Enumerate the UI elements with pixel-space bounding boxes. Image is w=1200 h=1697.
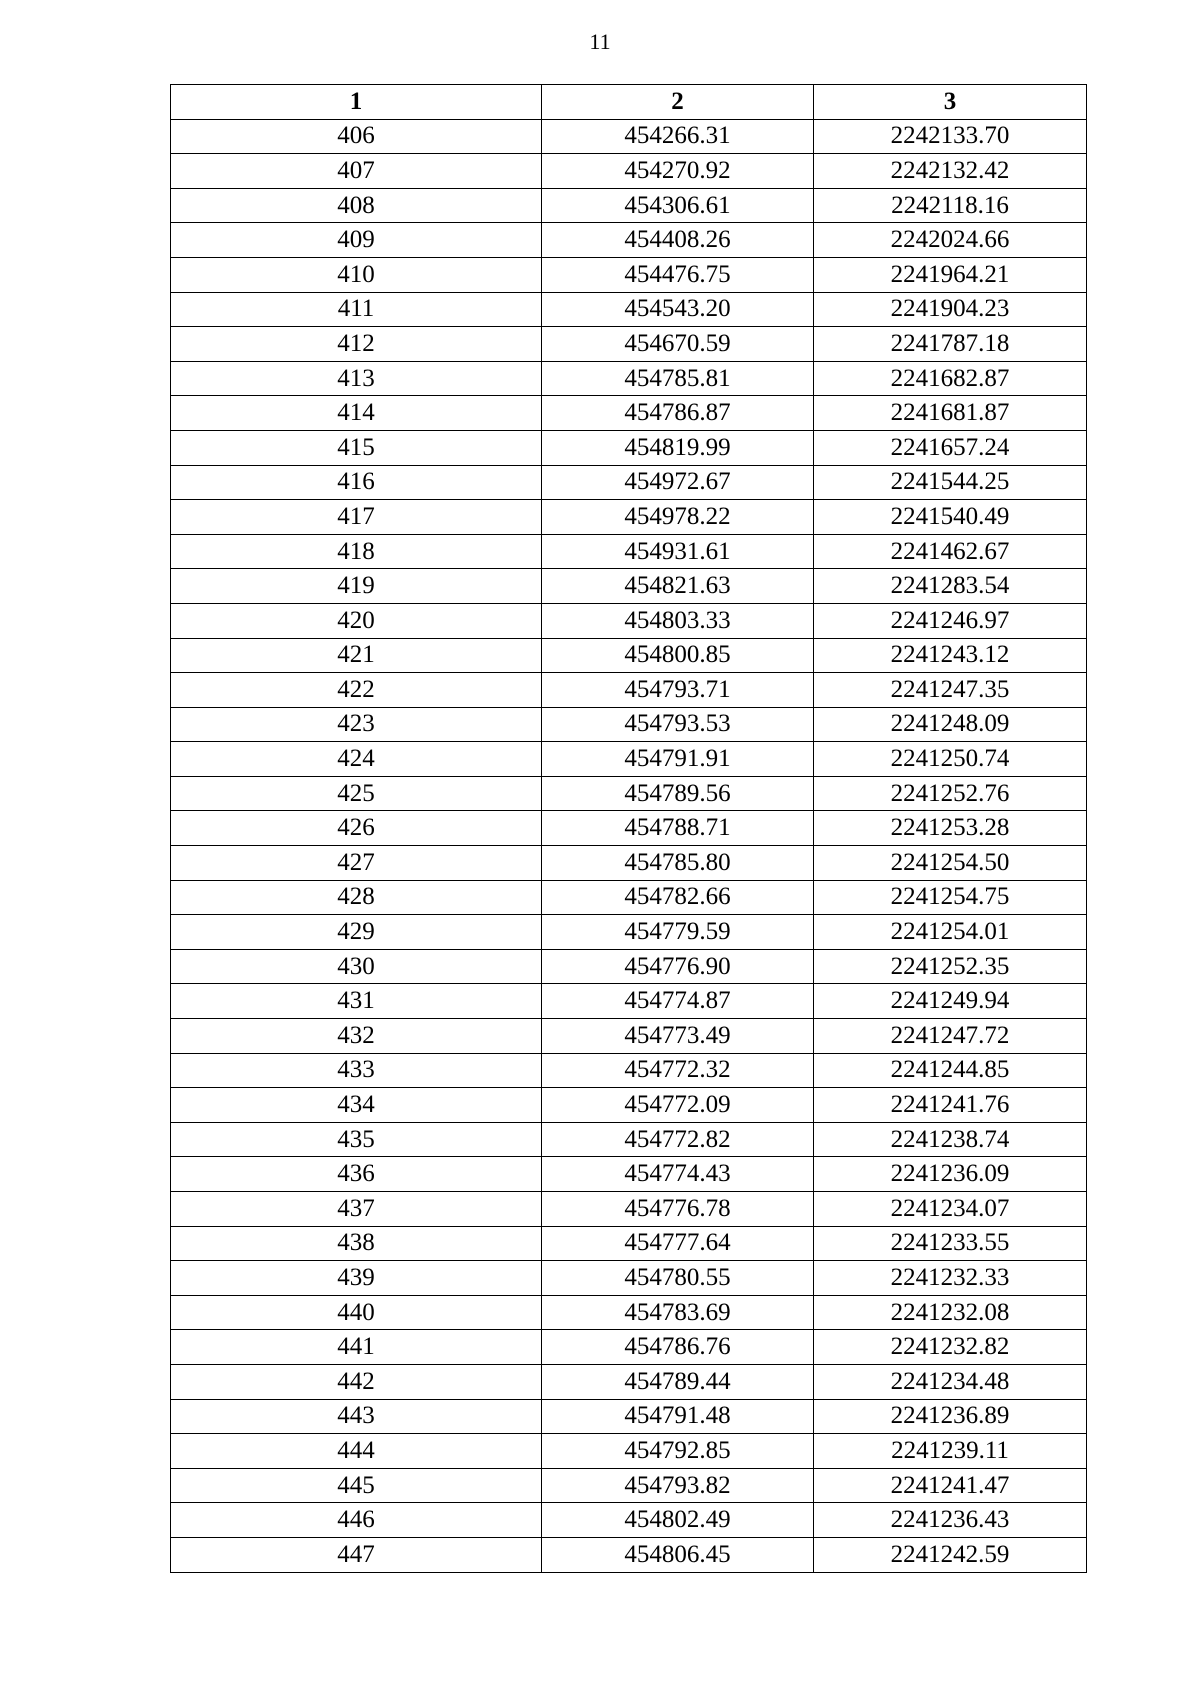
point-number-cell: 411	[171, 292, 542, 327]
point-number-cell: 442	[171, 1364, 542, 1399]
y-coordinate-cell: 2241247.35	[814, 673, 1087, 708]
page-number: 11	[589, 29, 611, 54]
point-number-cell: 440	[171, 1295, 542, 1330]
point-number-cell: 422	[171, 673, 542, 708]
x-coordinate-cell: 454792.85	[542, 1434, 814, 1469]
y-coordinate-cell: 2241232.33	[814, 1261, 1087, 1296]
x-coordinate-cell: 454785.81	[542, 361, 814, 396]
x-coordinate-cell: 454793.53	[542, 707, 814, 742]
y-coordinate-cell: 2241682.87	[814, 361, 1087, 396]
y-coordinate-cell: 2241232.82	[814, 1330, 1087, 1365]
point-number-cell: 433	[171, 1053, 542, 1088]
table-row	[171, 1295, 1087, 1330]
table-row	[171, 223, 1087, 258]
x-coordinate-cell: 454785.80	[542, 846, 814, 881]
table-row	[171, 742, 1087, 777]
header-row	[171, 85, 1087, 120]
y-coordinate-cell: 2241254.75	[814, 880, 1087, 915]
point-number-cell: 431	[171, 984, 542, 1019]
point-number-cell: 412	[171, 327, 542, 362]
x-coordinate-cell: 454786.76	[542, 1330, 814, 1365]
x-coordinate-cell: 454772.82	[542, 1122, 814, 1157]
x-coordinate-cell: 454266.31	[542, 119, 814, 154]
point-number-cell: 436	[171, 1157, 542, 1192]
table-row	[171, 707, 1087, 742]
point-number-cell: 426	[171, 811, 542, 846]
point-number-cell: 413	[171, 361, 542, 396]
point-number-cell: 420	[171, 603, 542, 638]
y-coordinate-cell: 2241242.59	[814, 1537, 1087, 1572]
table-row	[171, 638, 1087, 673]
y-coordinate-cell: 2241241.47	[814, 1468, 1087, 1503]
point-number-cell: 428	[171, 880, 542, 915]
point-number-cell: 418	[171, 534, 542, 569]
y-coordinate-cell: 2241787.18	[814, 327, 1087, 362]
table-row	[171, 257, 1087, 292]
y-coordinate-cell: 2241250.74	[814, 742, 1087, 777]
x-coordinate-cell: 454803.33	[542, 603, 814, 638]
y-coordinate-cell: 2241247.72	[814, 1019, 1087, 1054]
point-number-cell: 414	[171, 396, 542, 431]
x-coordinate-cell: 454791.48	[542, 1399, 814, 1434]
point-number-cell: 417	[171, 500, 542, 535]
table-row	[171, 915, 1087, 950]
x-coordinate-cell: 454543.20	[542, 292, 814, 327]
y-coordinate-cell: 2241540.49	[814, 500, 1087, 535]
x-coordinate-cell: 454779.59	[542, 915, 814, 950]
y-coordinate-cell: 2241234.07	[814, 1192, 1087, 1227]
table-row	[171, 292, 1087, 327]
point-number-cell: 409	[171, 223, 542, 258]
x-coordinate-cell: 454821.63	[542, 569, 814, 604]
y-coordinate-cell: 2241236.43	[814, 1503, 1087, 1538]
y-coordinate-cell: 2241232.08	[814, 1295, 1087, 1330]
table-row	[171, 569, 1087, 604]
y-coordinate-cell: 2241253.28	[814, 811, 1087, 846]
x-coordinate-cell: 454978.22	[542, 500, 814, 535]
x-coordinate-cell: 454793.82	[542, 1468, 814, 1503]
table-row	[171, 984, 1087, 1019]
point-number-cell: 425	[171, 776, 542, 811]
point-number-cell: 444	[171, 1434, 542, 1469]
table-row	[171, 1122, 1087, 1157]
point-number-cell: 438	[171, 1226, 542, 1261]
table-row	[171, 1434, 1087, 1469]
point-number-cell: 423	[171, 707, 542, 742]
point-number-cell: 410	[171, 257, 542, 292]
point-number-cell: 447	[171, 1537, 542, 1572]
y-coordinate-cell: 2241243.12	[814, 638, 1087, 673]
point-number-cell: 443	[171, 1399, 542, 1434]
point-number-cell: 432	[171, 1019, 542, 1054]
point-number-cell: 419	[171, 569, 542, 604]
table-row	[171, 500, 1087, 535]
header-cell-3: 3	[814, 85, 1087, 120]
table-body	[171, 119, 1087, 1572]
point-number-cell: 427	[171, 846, 542, 881]
x-coordinate-cell: 454819.99	[542, 430, 814, 465]
point-number-cell: 430	[171, 949, 542, 984]
table-row	[171, 534, 1087, 569]
y-coordinate-cell: 2242132.42	[814, 154, 1087, 189]
table-row	[171, 811, 1087, 846]
header-cell-2: 2	[542, 85, 814, 120]
x-coordinate-cell: 454806.45	[542, 1537, 814, 1572]
table-row	[171, 880, 1087, 915]
y-coordinate-cell: 2241246.97	[814, 603, 1087, 638]
x-coordinate-cell: 454793.71	[542, 673, 814, 708]
y-coordinate-cell: 2241681.87	[814, 396, 1087, 431]
table-row	[171, 430, 1087, 465]
table-row	[171, 949, 1087, 984]
y-coordinate-cell: 2241283.54	[814, 569, 1087, 604]
point-number-cell: 408	[171, 188, 542, 223]
table-row	[171, 188, 1087, 223]
table-row	[171, 603, 1087, 638]
x-coordinate-cell: 454789.44	[542, 1364, 814, 1399]
y-coordinate-cell: 2241544.25	[814, 465, 1087, 500]
table-row	[171, 1088, 1087, 1123]
x-coordinate-cell: 454791.91	[542, 742, 814, 777]
point-number-cell: 407	[171, 154, 542, 189]
table-row	[171, 119, 1087, 154]
table-row	[171, 1537, 1087, 1572]
table-row	[171, 1364, 1087, 1399]
y-coordinate-cell: 2241462.67	[814, 534, 1087, 569]
x-coordinate-cell: 454931.61	[542, 534, 814, 569]
point-number-cell: 416	[171, 465, 542, 500]
x-coordinate-cell: 454306.61	[542, 188, 814, 223]
y-coordinate-cell: 2241964.21	[814, 257, 1087, 292]
x-coordinate-cell: 454788.71	[542, 811, 814, 846]
point-number-cell: 429	[171, 915, 542, 950]
y-coordinate-cell: 2241238.74	[814, 1122, 1087, 1157]
table-row	[171, 1192, 1087, 1227]
y-coordinate-cell: 2241236.09	[814, 1157, 1087, 1192]
x-coordinate-cell: 454802.49	[542, 1503, 814, 1538]
y-coordinate-cell: 2241657.24	[814, 430, 1087, 465]
point-number-cell: 435	[171, 1122, 542, 1157]
point-number-cell: 424	[171, 742, 542, 777]
point-number-cell: 406	[171, 119, 542, 154]
y-coordinate-cell: 2241249.94	[814, 984, 1087, 1019]
x-coordinate-cell: 454476.75	[542, 257, 814, 292]
y-coordinate-cell: 2241233.55	[814, 1226, 1087, 1261]
y-coordinate-cell: 2242118.16	[814, 188, 1087, 223]
table-row	[171, 327, 1087, 362]
x-coordinate-cell: 454670.59	[542, 327, 814, 362]
table-row	[171, 776, 1087, 811]
point-number-cell: 437	[171, 1192, 542, 1227]
table-row	[171, 361, 1087, 396]
table-row	[171, 1503, 1087, 1538]
x-coordinate-cell: 454772.09	[542, 1088, 814, 1123]
x-coordinate-cell: 454783.69	[542, 1295, 814, 1330]
table-row	[171, 396, 1087, 431]
x-coordinate-cell: 454774.43	[542, 1157, 814, 1192]
x-coordinate-cell: 454773.49	[542, 1019, 814, 1054]
table-row	[171, 846, 1087, 881]
x-coordinate-cell: 454786.87	[542, 396, 814, 431]
x-coordinate-cell: 454780.55	[542, 1261, 814, 1296]
coordinates-table	[170, 84, 1087, 1573]
y-coordinate-cell: 2242133.70	[814, 119, 1087, 154]
x-coordinate-cell: 454777.64	[542, 1226, 814, 1261]
point-number-cell: 446	[171, 1503, 542, 1538]
y-coordinate-cell: 2241239.11	[814, 1434, 1087, 1469]
table-row	[171, 673, 1087, 708]
y-coordinate-cell: 2241234.48	[814, 1364, 1087, 1399]
point-number-cell: 445	[171, 1468, 542, 1503]
y-coordinate-cell: 2241252.35	[814, 949, 1087, 984]
header-cell-1: 1	[171, 85, 542, 120]
y-coordinate-cell: 2241254.01	[814, 915, 1087, 950]
x-coordinate-cell: 454776.78	[542, 1192, 814, 1227]
x-coordinate-cell: 454772.32	[542, 1053, 814, 1088]
table-row	[171, 154, 1087, 189]
point-number-cell: 441	[171, 1330, 542, 1365]
y-coordinate-cell: 2241248.09	[814, 707, 1087, 742]
table-row	[171, 1261, 1087, 1296]
y-coordinate-cell: 2242024.66	[814, 223, 1087, 258]
point-number-cell: 421	[171, 638, 542, 673]
table-row	[171, 1226, 1087, 1261]
y-coordinate-cell: 2241252.76	[814, 776, 1087, 811]
table-row	[171, 465, 1087, 500]
table-row	[171, 1157, 1087, 1192]
x-coordinate-cell: 454800.85	[542, 638, 814, 673]
table-row	[171, 1468, 1087, 1503]
x-coordinate-cell: 454972.67	[542, 465, 814, 500]
y-coordinate-cell: 2241254.50	[814, 846, 1087, 881]
point-number-cell: 439	[171, 1261, 542, 1296]
x-coordinate-cell: 454782.66	[542, 880, 814, 915]
table-row	[171, 1330, 1087, 1365]
point-number-cell: 434	[171, 1088, 542, 1123]
x-coordinate-cell: 454270.92	[542, 154, 814, 189]
y-coordinate-cell: 2241241.76	[814, 1088, 1087, 1123]
x-coordinate-cell: 454408.26	[542, 223, 814, 258]
x-coordinate-cell: 454776.90	[542, 949, 814, 984]
y-coordinate-cell: 2241244.85	[814, 1053, 1087, 1088]
point-number-cell: 415	[171, 430, 542, 465]
x-coordinate-cell: 454789.56	[542, 776, 814, 811]
table-row	[171, 1053, 1087, 1088]
table-row	[171, 1019, 1087, 1054]
x-coordinate-cell: 454774.87	[542, 984, 814, 1019]
table-row	[171, 1399, 1087, 1434]
table-header	[171, 85, 1087, 120]
y-coordinate-cell: 2241236.89	[814, 1399, 1087, 1434]
y-coordinate-cell: 2241904.23	[814, 292, 1087, 327]
